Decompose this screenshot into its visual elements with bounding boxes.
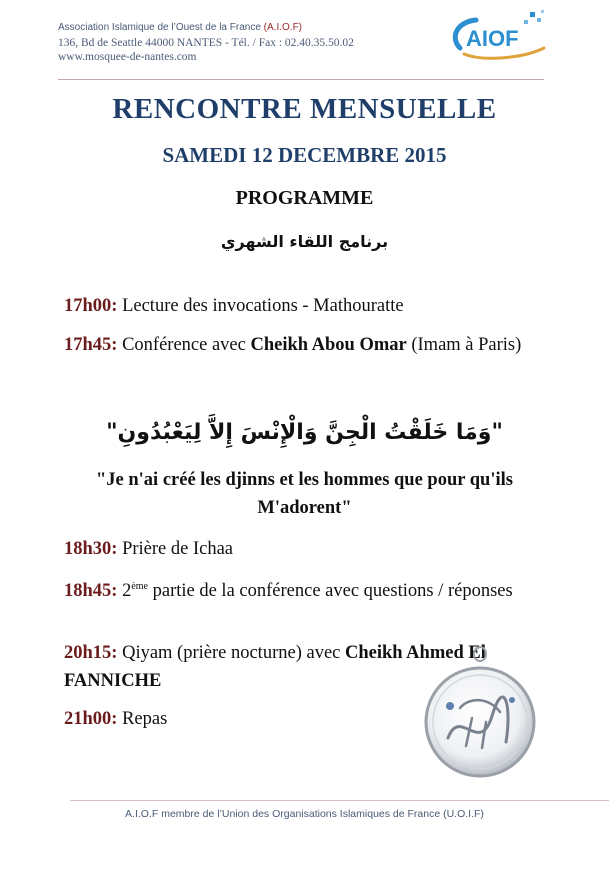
schedule-time: 18h30:	[64, 539, 118, 559]
schedule-item-2	[64, 331, 544, 359]
schedule-text: Conférence avec	[122, 335, 251, 355]
schedule-time: 17h45:	[64, 335, 118, 355]
schedule-item-3	[64, 535, 544, 563]
org-abbr: (A.I.O.F)	[263, 22, 303, 33]
footer-text: A.I.O.F membre de l’Union des Organisations Islamiques de France (U.O.I.F)	[125, 808, 484, 820]
calligraphy-medallion-icon	[420, 646, 540, 782]
page-title: RENCONTRE MENSUELLE	[112, 93, 497, 125]
schedule-time: 18h45:	[64, 581, 118, 602]
schedule-item-4	[64, 573, 544, 605]
event-date: SAMEDI 12 DECEMBRE 2015	[162, 143, 447, 167]
org-name: Association Islamique de l’Ouest de la France	[58, 22, 261, 33]
schedule-text: Repas	[122, 709, 168, 729]
programme-heading: PROGRAMME	[235, 187, 374, 209]
speaker-name: Cheikh Ahmed El FANNICHE	[64, 643, 486, 691]
logo-text: AIOF	[466, 26, 519, 51]
schedule-time: 20h15:	[64, 643, 118, 663]
schedule-time: 21h00:	[64, 709, 118, 729]
speaker-name: Cheikh Abou Omar	[250, 335, 407, 355]
quran-verse-arabic: "وَمَا خَلَقْتُ الْجِنَّ وَالْإِنْسَ إِلاَّ لِيَعْبُدُونِ"	[106, 420, 503, 445]
schedule-ordinal-suffix: ème	[131, 581, 148, 592]
schedule-text: partie de la conférence avec questions / réponses	[147, 581, 513, 602]
header-divider	[58, 79, 544, 80]
footer-divider	[70, 800, 609, 801]
schedule-text: Qiyam (prière nocturne) avec	[122, 643, 345, 663]
org-address: 136, Bd de Seattle 44000 NANTES - Tél. / Fax : 02.40.35.50.02	[58, 37, 354, 49]
schedule-text: Prière de Ichaa	[122, 539, 234, 559]
schedule-item-1	[64, 292, 544, 320]
arabic-title: برنامج اللقاء الشهري	[220, 232, 389, 251]
org-website: www.mosquee-de-nantes.com	[58, 51, 197, 63]
schedule-text: (Imam à Paris)	[406, 335, 522, 355]
quran-verse-french: "Je n'ai créé les djinns et les hommes que pour qu'ils M'adorent"	[96, 470, 513, 518]
schedule-time: 17h00:	[64, 296, 118, 316]
aiof-logo	[444, 8, 554, 64]
schedule-text: Lecture des invocations - Mathouratte	[122, 296, 404, 316]
schedule-ordinal: 2	[122, 581, 132, 602]
